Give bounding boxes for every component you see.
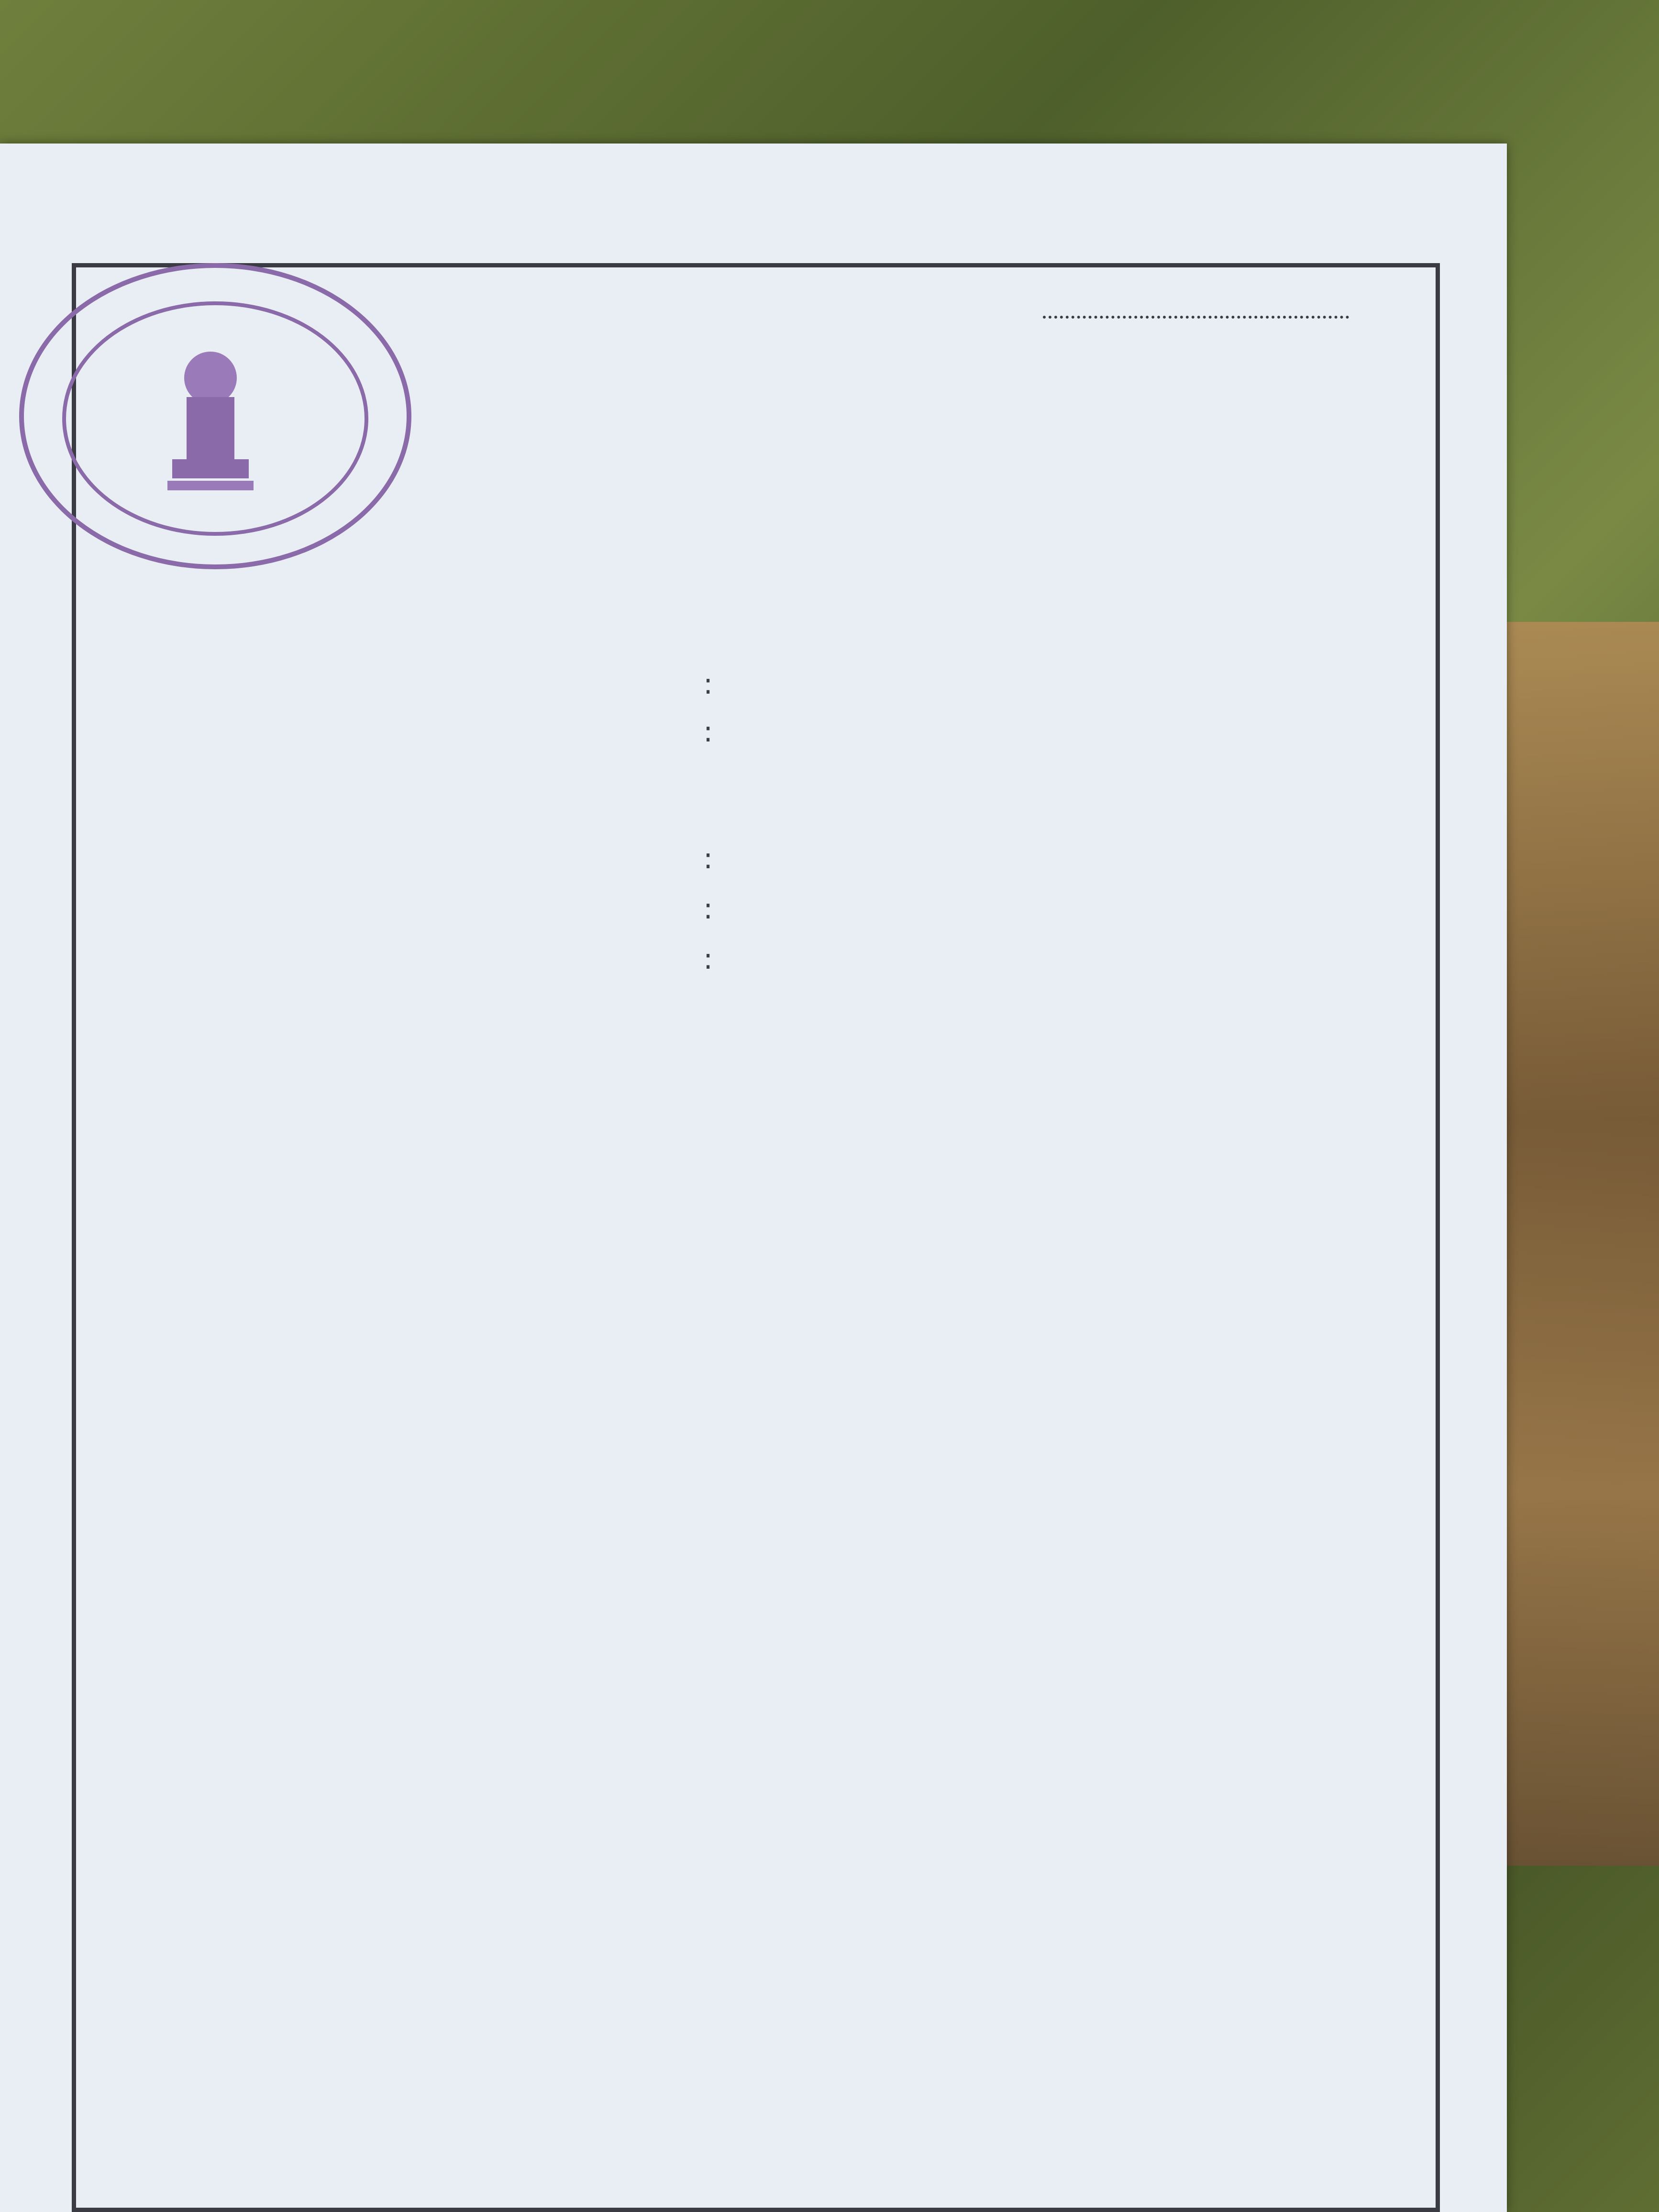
number-dotted-line [1043,316,1349,319]
field-3-colon: : [703,715,713,749]
field-2-colon: : [703,667,713,701]
soil-patch [1493,622,1659,1866]
field-6-colon: : [703,892,713,926]
field-7-colon: : [703,942,713,976]
field-5-colon: : [703,842,713,875]
national-emblem-icon [153,344,268,502]
